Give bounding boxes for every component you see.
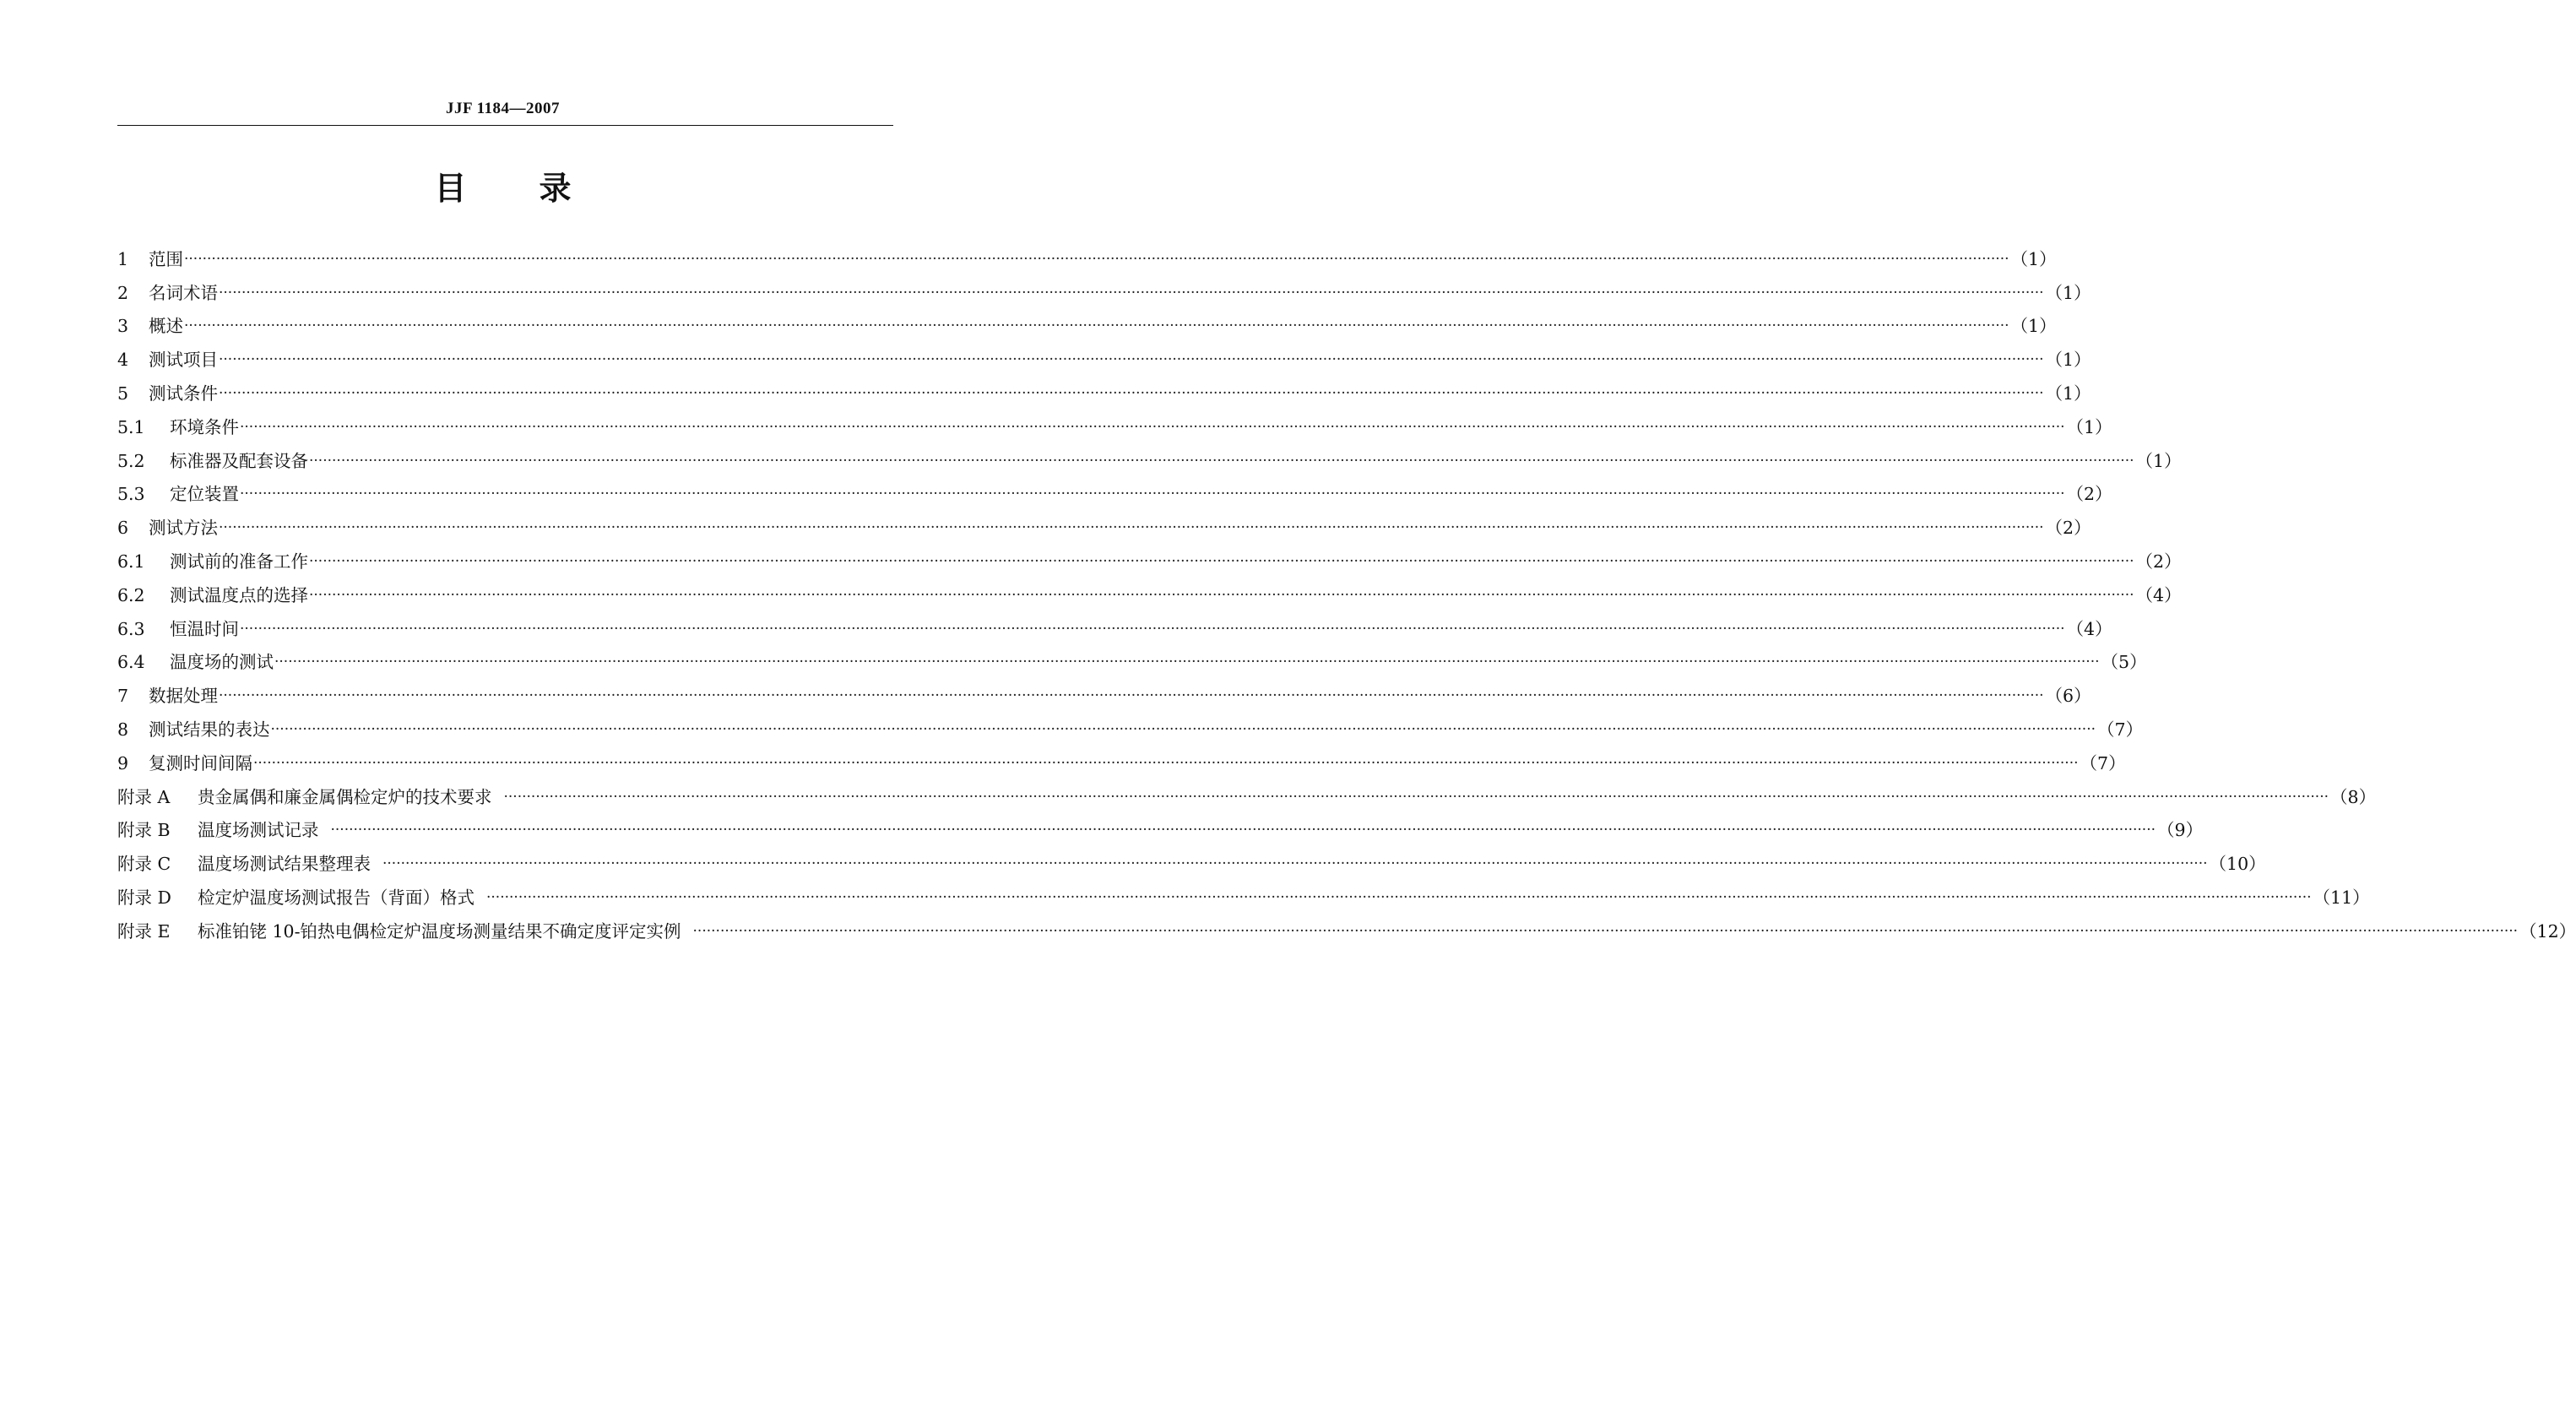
- toc-entry[interactable]: [117, 242, 2057, 276]
- toc-entry-title: 测试条件: [149, 383, 218, 404]
- toc-leader-dots: ················································································································································································································································································································································································································: [240, 620, 2065, 638]
- toc-entry-title: 温度场测试记录: [198, 820, 319, 841]
- toc-entry-title: 测试温度点的选择: [170, 584, 308, 605]
- toc-entry-number: 4: [117, 350, 129, 371]
- table-of-contents: [117, 242, 2576, 948]
- toc-leader-dots: ················································································································································································································································································································································································································: [184, 318, 2009, 335]
- toc-entry-title: 标准铂铑 10-铂热电偶检定炉温度场测量结果不确定度评定实例: [198, 920, 681, 942]
- toc-entry[interactable]: [117, 814, 2204, 848]
- toc-entry-number: 5.2: [117, 450, 145, 471]
- toc-entry[interactable]: [117, 646, 2147, 680]
- header-divider: [117, 125, 893, 126]
- toc-entry-number: 7: [117, 686, 129, 707]
- toc-leader-dots: ················································································································································································································································································································································································································: [184, 250, 2009, 268]
- toc-entry-page: （6）: [2045, 686, 2091, 707]
- toc-entry-number: 6.2: [117, 584, 145, 605]
- toc-entry[interactable]: [117, 915, 2576, 948]
- toc-entry-title: 贵金属偶和廉金属偶检定炉的技术要求: [198, 786, 492, 807]
- toc-entry-page: （8）: [2330, 786, 2377, 807]
- toc-entry-title: 环境条件: [170, 416, 239, 437]
- toc-entry-number: 1: [117, 248, 129, 269]
- toc-leader-dots: ················································································································································································································································································································································································································: [219, 385, 2044, 403]
- toc-entry-number: 6.1: [117, 551, 145, 573]
- toc-entry-page: （7）: [2080, 752, 2126, 773]
- toc-entry-title: 温度场测试结果整理表: [198, 854, 371, 875]
- toc-entry-title: 数据处理: [149, 686, 218, 707]
- toc-leader-dots: ················································································································································································································································································································································································································: [240, 418, 2065, 436]
- toc-entry-number: 附录 D: [117, 887, 171, 909]
- toc-entry-page: （4）: [2066, 618, 2112, 639]
- toc-entry-title: 恒温时间: [170, 618, 239, 639]
- title-char-1: 目: [434, 170, 467, 207]
- toc-entry-page: （11）: [2313, 887, 2370, 909]
- toc-entry-page: （4）: [2135, 584, 2182, 605]
- toc-entry[interactable]: [117, 377, 2091, 410]
- toc-entry[interactable]: [117, 310, 2057, 344]
- toc-leader-dots: ················································································································································································································································································································································································································: [382, 855, 2208, 873]
- toc-leader-dots: ················································································································································································································································································································································································································: [692, 922, 2519, 940]
- toc-entry-title: 范围: [149, 248, 183, 269]
- toc-entry-number: 附录 C: [117, 854, 171, 875]
- toc-entry-page: （1）: [2045, 282, 2091, 303]
- toc-entry[interactable]: [117, 746, 2126, 780]
- toc-entry-number: 附录 A: [117, 786, 171, 807]
- toc-entry-page: （1）: [2010, 248, 2057, 269]
- toc-entry-title: 标准器及配套设备: [170, 450, 308, 471]
- toc-entry-number: 6.3: [117, 618, 145, 639]
- toc-entry-page: （10）: [2209, 854, 2266, 875]
- document-code-header: JJF 1184—2007: [445, 100, 561, 117]
- toc-entry-number: 附录 B: [117, 820, 171, 841]
- toc-leader-dots: ················································································································································································································································································································································································································: [309, 452, 2134, 469]
- toc-leader-dots: ················································································································································································································································································································································································································: [219, 519, 2044, 537]
- toc-entry[interactable]: [117, 780, 2377, 814]
- toc-entry-page: （1）: [2066, 416, 2112, 437]
- toc-entry[interactable]: [117, 578, 2182, 612]
- toc-leader-dots: ················································································································································································································································································································································································································: [219, 351, 2044, 369]
- toc-entry-page: （12）: [2519, 920, 2576, 942]
- toc-entry-number: 5.1: [117, 416, 145, 437]
- toc-entry-number: 附录 E: [117, 920, 171, 942]
- title-char-2: 录: [539, 170, 572, 207]
- toc-entry-page: （2）: [2045, 518, 2091, 539]
- toc-entry-number: 9: [117, 752, 129, 773]
- toc-leader-dots: ················································································································································································································································································································································································································: [253, 754, 2079, 772]
- page-title: [0, 167, 1006, 209]
- toc-leader-dots: ················································································································································································································································································································································································································: [309, 553, 2134, 571]
- toc-entry[interactable]: [117, 881, 2370, 915]
- toc-entry-title: 定位装置: [170, 484, 239, 505]
- toc-entry-number: 6.4: [117, 652, 145, 673]
- toc-entry[interactable]: [117, 410, 2112, 444]
- toc-entry-page: （1）: [2045, 350, 2091, 371]
- toc-leader-dots: ················································································································································································································································································································································································································: [486, 889, 2312, 907]
- toc-entry-page: （9）: [2157, 820, 2204, 841]
- toc-entry[interactable]: [117, 847, 2266, 881]
- toc-entry[interactable]: [117, 478, 2112, 512]
- toc-entry-title: 名词术语: [149, 282, 218, 303]
- toc-entry-title: 测试项目: [149, 350, 218, 371]
- toc-leader-dots: ················································································································································································································································································································································································································: [330, 822, 2156, 839]
- toc-entry-title: 复测时间间隔: [149, 752, 252, 773]
- toc-entry-number: 5.3: [117, 484, 145, 505]
- toc-entry-title: 测试结果的表达: [149, 719, 270, 741]
- toc-entry-page: （7）: [2097, 719, 2144, 741]
- toc-leader-dots: ················································································································································································································································································································································································································: [240, 486, 2065, 503]
- toc-leader-dots: ················································································································································································································································································································································································································: [309, 586, 2134, 604]
- toc-entry-number: 2: [117, 282, 129, 303]
- toc-entry-page: （2）: [2135, 551, 2182, 573]
- toc-entry[interactable]: [117, 343, 2091, 377]
- toc-entry-number: 8: [117, 719, 129, 741]
- toc-entry-title: 概述: [149, 316, 183, 337]
- toc-entry[interactable]: [117, 713, 2144, 746]
- toc-entry[interactable]: [117, 444, 2182, 478]
- toc-leader-dots: ················································································································································································································································································································································································································: [219, 284, 2044, 301]
- toc-entry-title: 测试方法: [149, 518, 218, 539]
- toc-leader-dots: ················································································································································································································································································································································································································: [503, 788, 2329, 806]
- toc-leader-dots: ················································································································································································································································································································································································································: [274, 654, 2100, 671]
- toc-entry-page: （2）: [2066, 484, 2112, 505]
- toc-entry-page: （1）: [2010, 316, 2057, 337]
- toc-entry[interactable]: [117, 612, 2112, 646]
- toc-entry[interactable]: [117, 276, 2091, 310]
- toc-entry[interactable]: [117, 511, 2091, 545]
- toc-entry-page: （1）: [2135, 450, 2182, 471]
- toc-entry-number: 3: [117, 316, 129, 337]
- toc-entry[interactable]: [117, 679, 2091, 713]
- toc-entry-page: （1）: [2045, 383, 2091, 404]
- toc-entry[interactable]: [117, 545, 2182, 578]
- toc-leader-dots: ················································································································································································································································································································································································································: [270, 721, 2096, 739]
- toc-entry-title: 检定炉温度场测试报告（背面）格式: [198, 887, 475, 909]
- toc-leader-dots: ················································································································································································································································································································································································································: [219, 687, 2044, 705]
- toc-entry-page: （5）: [2101, 652, 2147, 673]
- toc-entry-title: 温度场的测试: [170, 652, 274, 673]
- toc-entry-number: 5: [117, 383, 129, 404]
- toc-entry-number: 6: [117, 518, 129, 539]
- toc-entry-title: 测试前的准备工作: [170, 551, 308, 573]
